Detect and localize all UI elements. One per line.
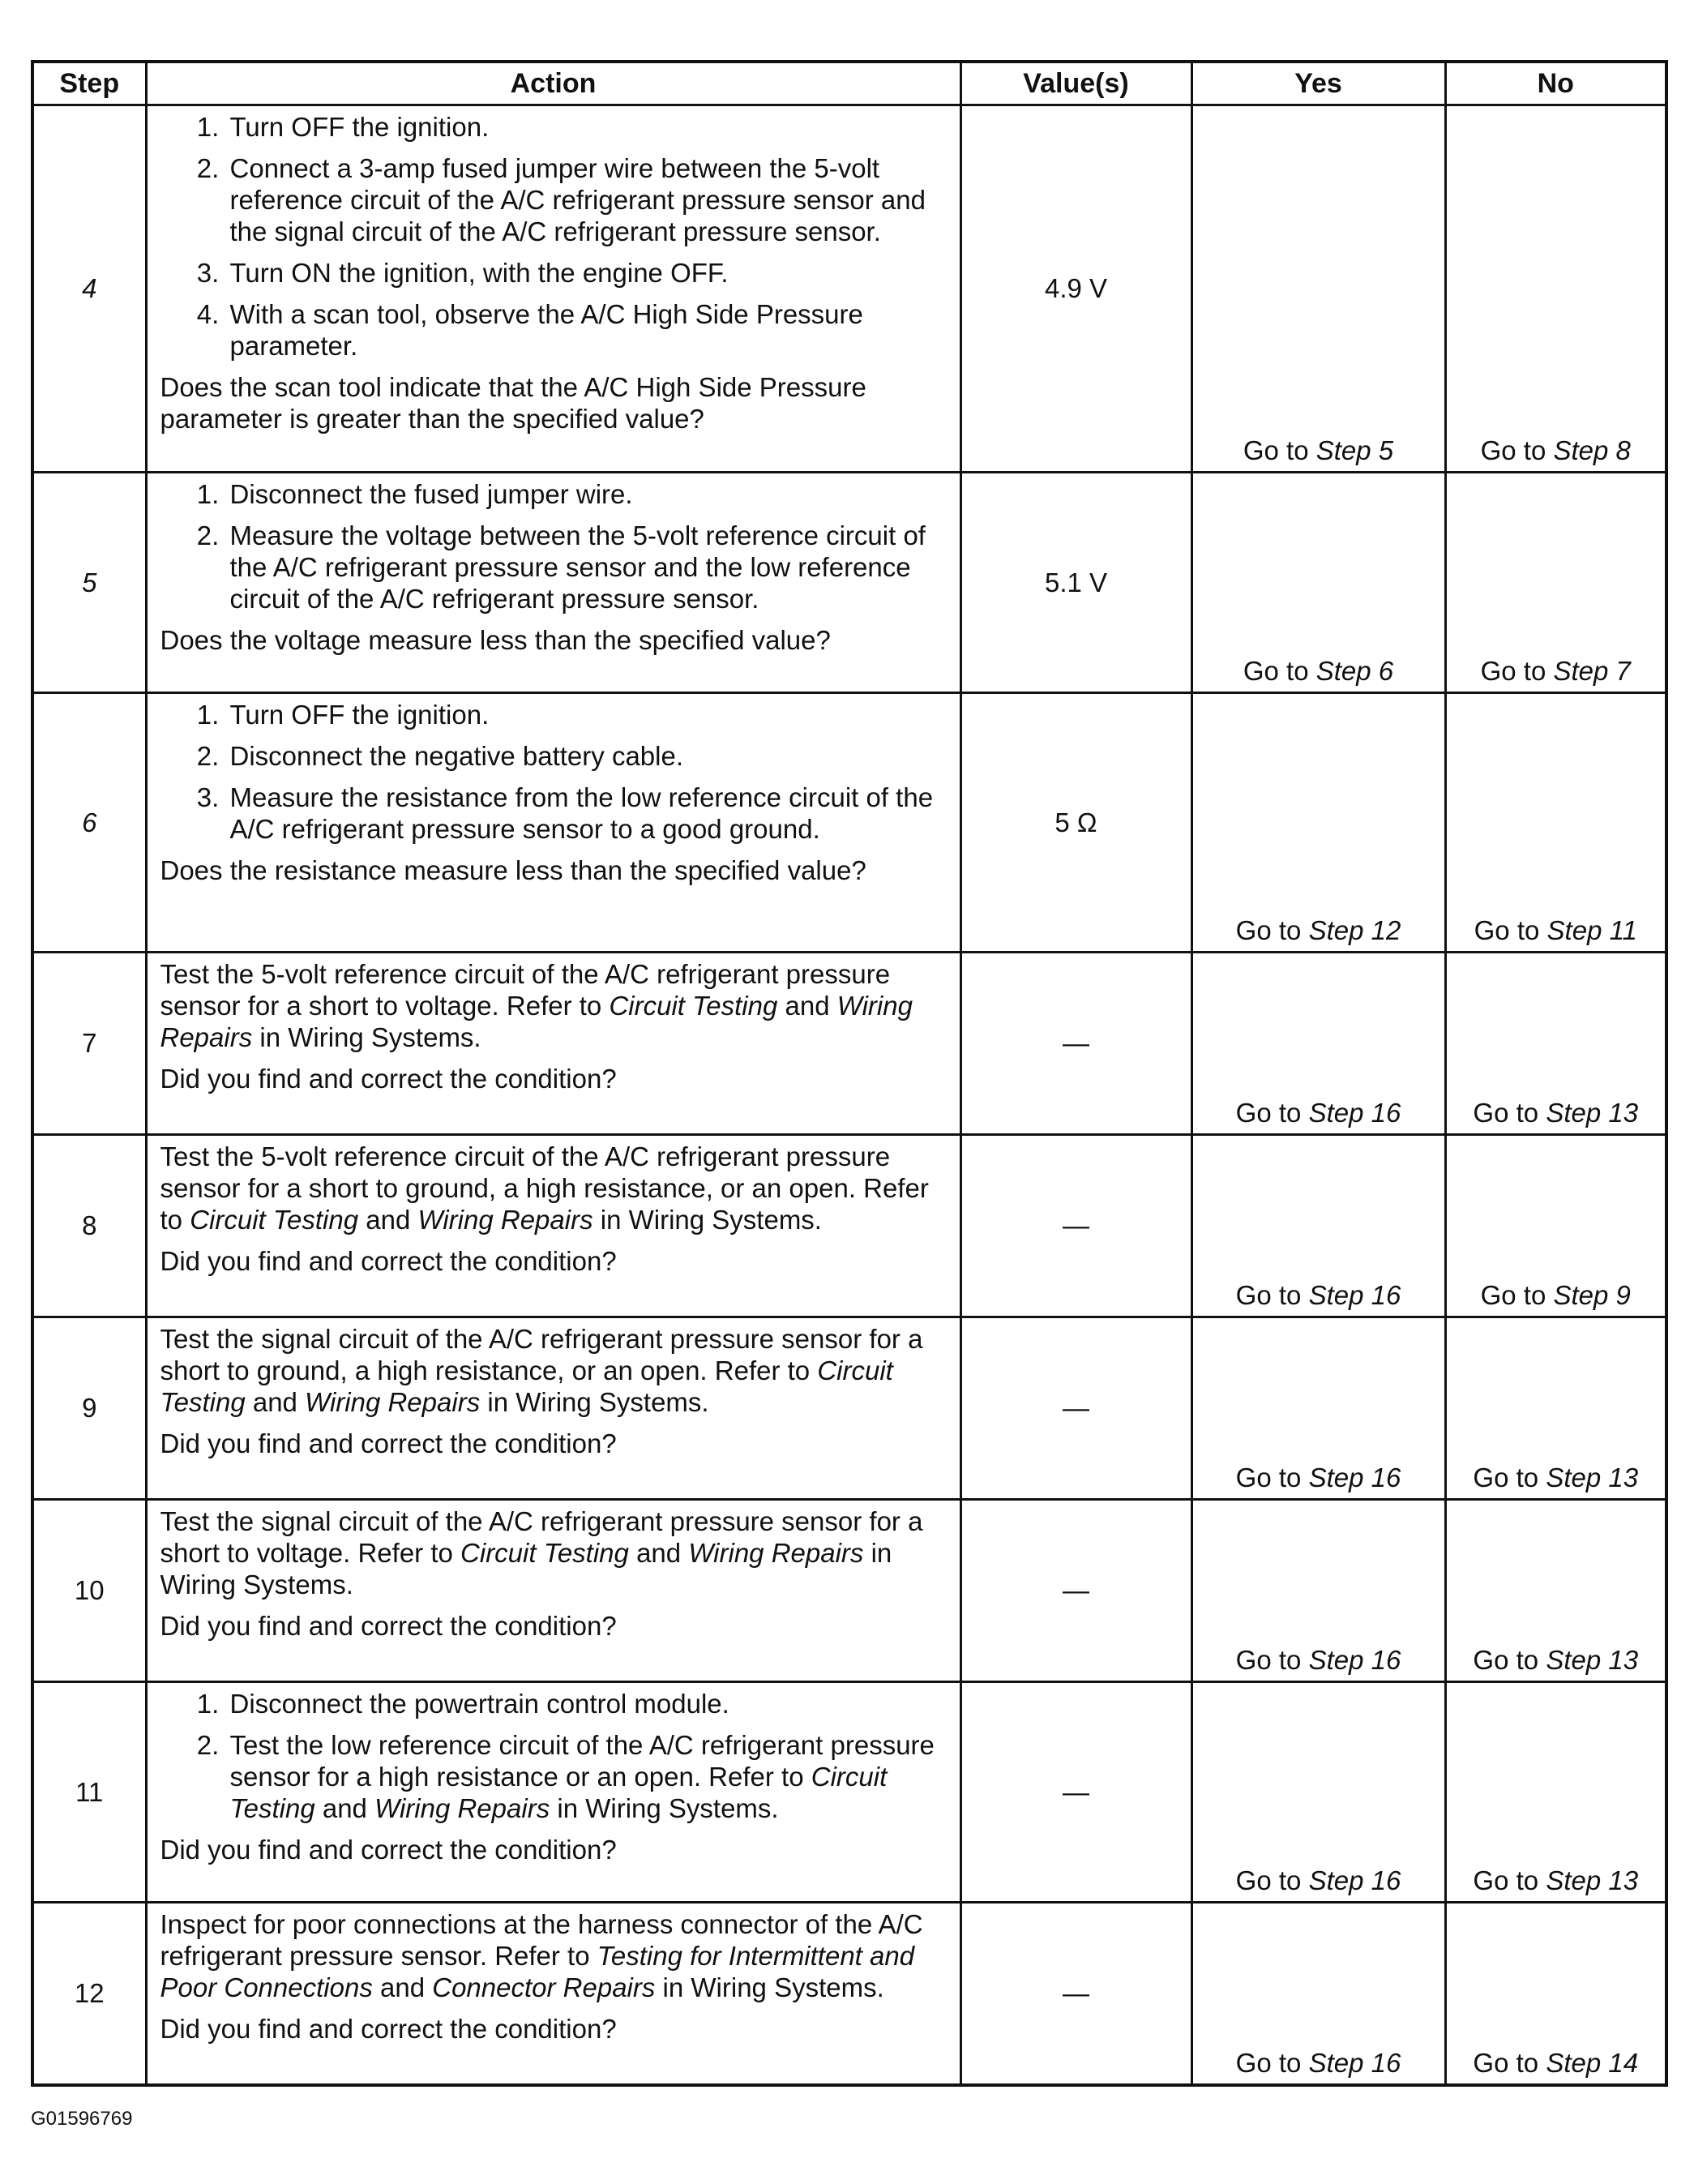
action-cell — [146, 105, 960, 473]
no-cell — [1445, 1903, 1666, 2085]
action-steps-list — [160, 111, 948, 362]
goto-prefix: Go to — [1473, 1098, 1539, 1128]
action-step: 3. Turn ON the ignition, with the engine OFF. — [227, 257, 948, 289]
no-cell — [1445, 1135, 1666, 1317]
action-question: Does the voltage measure less than the specified value? — [160, 625, 831, 655]
goto-step-link[interactable]: Step 8 — [1553, 435, 1631, 465]
action-question: Does the scan tool indicate that the A/C High Side Pressure parameter is greater than the specified value? — [160, 372, 866, 434]
ref-wiring-repairs[interactable]: Wiring Repairs — [305, 1387, 481, 1417]
step-number: 4 — [32, 105, 146, 473]
action-step: 2. Connect a 3-amp fused jumper wire between the 5-volt reference circuit of the A/C refrigerant pressure sensor and the signal circuit of the A/C refrigerant pressure sensor. — [227, 152, 948, 247]
goto-prefix: Go to — [1243, 435, 1309, 465]
action-steps-list — [160, 478, 948, 615]
ref-wiring-repairs[interactable]: Wiring Repairs — [374, 1793, 550, 1823]
ref-circuit-testing[interactable]: Circuit Testing — [609, 991, 778, 1021]
action-step: 3. Measure the resistance from the low reference circuit of the A/C refrigerant pressure sensor to a good ground. — [227, 782, 948, 845]
ref-circuit-testing[interactable]: Circuit Testing — [190, 1205, 359, 1235]
action-cell — [146, 953, 960, 1135]
goto-prefix: Go to — [1235, 1098, 1302, 1128]
yes-cell — [1191, 953, 1445, 1135]
action-step: 2. Disconnect the negative battery cable. — [227, 740, 948, 772]
action-step: 1. Disconnect the powertrain control module. — [227, 1688, 948, 1719]
header-step: Step — [32, 62, 146, 105]
ref-wiring-repairs[interactable]: Wiring Repairs — [417, 1205, 593, 1235]
goto-step-link[interactable]: Step 11 — [1546, 915, 1637, 945]
step-number: 12 — [32, 1903, 146, 2085]
goto-prefix: Go to — [1243, 656, 1309, 686]
step-number: 11 — [32, 1682, 146, 1903]
header-yes: Yes — [1191, 62, 1445, 105]
table-row-step-11 — [32, 1682, 1666, 1903]
goto-prefix: Go to — [1474, 915, 1540, 945]
step-number: 10 — [32, 1500, 146, 1682]
action-question: Did you find and correct the condition? — [160, 1064, 617, 1094]
goto-prefix: Go to — [1235, 1280, 1302, 1310]
action-step: 1. Turn OFF the ignition. — [227, 111, 948, 143]
goto-step-link[interactable]: Step 13 — [1546, 1462, 1639, 1492]
table-row-step-4 — [32, 105, 1666, 473]
header-values: Value(s) — [960, 62, 1191, 105]
action-cell — [146, 1903, 960, 2085]
value-cell: — — [960, 1317, 1191, 1500]
action-step: 4. With a scan tool, observe the A/C High Side Pressure parameter. — [227, 298, 948, 362]
step-number: 6 — [32, 693, 146, 953]
goto-step-link[interactable]: Step 7 — [1553, 656, 1631, 686]
action-question: Does the resistance measure less than the specified value? — [160, 855, 866, 885]
ref-circuit-testing[interactable]: Circuit Testing — [229, 1762, 888, 1823]
table-row-step-5 — [32, 473, 1666, 693]
action-text: Inspect for poor connections at the harness connector of the A/C refrigerant pressure sensor. Refer to Testing for Intermittent and Poor Connections and Connector Repairs in Wiring Systems. — [160, 1909, 923, 2002]
action-step: 1. Disconnect the fused jumper wire. — [227, 478, 948, 510]
action-text: Test the 5-volt reference circuit of the A/C refrigerant pressure sensor for a short to ground, a high resistance, or an open. Refer to Circuit Testing and Wiring Repairs in Wiring Systems. — [160, 1141, 929, 1235]
goto-step-link[interactable]: Step 13 — [1546, 1098, 1639, 1128]
goto-prefix: Go to — [1473, 2047, 1539, 2078]
goto-prefix: Go to — [1235, 1462, 1302, 1492]
action-question: Did you find and correct the condition? — [160, 2014, 617, 2044]
table-row-step-8 — [32, 1135, 1666, 1317]
goto-step-link[interactable]: Step 12 — [1308, 915, 1401, 945]
action-cell — [146, 1500, 960, 1682]
goto-prefix: Go to — [1235, 915, 1302, 945]
action-step: 2. Test the low reference circuit of the A/C refrigerant pressure sensor for a high resistance or an open. Refer to Circuit Testing and Wiring Repairs in Wiring Systems. — [227, 1729, 948, 1824]
no-cell — [1445, 1317, 1666, 1500]
step-number: 5 — [32, 473, 146, 693]
yes-cell — [1191, 1500, 1445, 1682]
no-cell — [1445, 1682, 1666, 1903]
no-cell — [1445, 693, 1666, 953]
value-cell: 5.1 V — [960, 473, 1191, 693]
action-question: Did you find and correct the condition? — [160, 1246, 617, 1276]
goto-prefix: Go to — [1473, 1865, 1539, 1895]
goto-prefix: Go to — [1235, 1645, 1302, 1675]
table-header-row — [32, 62, 1666, 105]
no-cell — [1445, 1500, 1666, 1682]
yes-cell — [1191, 1317, 1445, 1500]
value-cell: — — [960, 1682, 1191, 1903]
value-cell: 5 Ω — [960, 693, 1191, 953]
goto-prefix: Go to — [1480, 1280, 1546, 1310]
value-cell: — — [960, 1500, 1191, 1682]
goto-prefix: Go to — [1480, 656, 1546, 686]
action-cell — [146, 1135, 960, 1317]
goto-step-link[interactable]: Step 9 — [1553, 1280, 1631, 1310]
no-cell — [1445, 473, 1666, 693]
step-number: 7 — [32, 953, 146, 1135]
action-text: Test the signal circuit of the A/C refrigerant pressure sensor for a short to ground, a high resistance, or an open. Refer to Circuit Testing and Wiring Repairs in Wiring Systems. — [160, 1324, 923, 1417]
goto-step-link[interactable]: Step 16 — [1308, 2047, 1401, 2078]
no-cell — [1445, 953, 1666, 1135]
goto-step-link[interactable]: Step 14 — [1546, 2047, 1639, 2078]
action-steps-list — [160, 699, 948, 845]
action-step: 1. Turn OFF the ignition. — [227, 699, 948, 730]
goto-prefix: Go to — [1235, 1865, 1302, 1895]
action-cell — [146, 473, 960, 693]
value-cell: 4.9 V — [960, 105, 1191, 473]
action-question: Did you find and correct the condition? — [160, 1835, 617, 1865]
table-row-step-12 — [32, 1903, 1666, 2085]
goto-step-link[interactable]: Step 16 — [1308, 1645, 1401, 1675]
ref-circuit-testing[interactable]: Circuit Testing — [460, 1538, 629, 1568]
goto-step-link[interactable]: Step 5 — [1315, 435, 1394, 465]
goto-step-link[interactable]: Step 6 — [1315, 656, 1394, 686]
action-text: Test the 5-volt reference circuit of the A/C refrigerant pressure sensor for a short to voltage. Refer to Circuit Testing and Wiring Repairs in Wiring Systems. — [160, 959, 913, 1052]
no-cell — [1445, 105, 1666, 473]
action-text: Test the signal circuit of the A/C refrigerant pressure sensor for a short to voltage. Refer to Circuit Testing and Wiring Repairs in Wiring Systems. — [160, 1506, 923, 1599]
goto-prefix: Go to — [1473, 1462, 1539, 1492]
action-question: Did you find and correct the condition? — [160, 1428, 617, 1458]
yes-cell — [1191, 1903, 1445, 2085]
action-steps-list — [160, 1688, 948, 1824]
yes-cell — [1191, 105, 1445, 473]
action-step: 2. Measure the voltage between the 5-volt reference circuit of the A/C refrigerant pressure sensor and the low reference circuit of the A/C refrigerant pressure sensor. — [227, 520, 948, 615]
goto-step-link[interactable]: Step 13 — [1546, 1865, 1639, 1895]
value-cell: — — [960, 953, 1191, 1135]
ref-connector-repairs[interactable]: Connector Repairs — [432, 1972, 656, 2002]
table-row-step-7 — [32, 953, 1666, 1135]
goto-prefix: Go to — [1235, 2047, 1302, 2078]
goto-prefix: Go to — [1480, 435, 1546, 465]
action-cell — [146, 1682, 960, 1903]
yes-cell — [1191, 1135, 1445, 1317]
table-row-step-9 — [32, 1317, 1666, 1500]
step-number: 8 — [32, 1135, 146, 1317]
ref-wiring-repairs[interactable]: Wiring Repairs — [160, 991, 913, 1052]
action-cell — [146, 1317, 960, 1500]
action-question: Did you find and correct the condition? — [160, 1611, 617, 1641]
diagnostic-table-sheet — [31, 60, 1665, 2087]
step-number: 9 — [32, 1317, 146, 1500]
goto-step-link[interactable]: Step 13 — [1546, 1645, 1639, 1675]
value-cell: — — [960, 1135, 1191, 1317]
value-cell: — — [960, 1903, 1191, 2085]
ref-wiring-repairs[interactable]: Wiring Repairs — [688, 1538, 864, 1568]
header-no: No — [1445, 62, 1666, 105]
figure-id: G01596769 — [31, 2108, 133, 2130]
ref-circuit-testing[interactable]: Circuit Testing — [160, 1355, 893, 1417]
diagnostic-table — [31, 60, 1668, 2087]
goto-step-link[interactable]: Step 16 — [1308, 1280, 1401, 1310]
goto-step-link[interactable]: Step 16 — [1308, 1098, 1401, 1128]
goto-prefix: Go to — [1473, 1645, 1539, 1675]
goto-step-link[interactable]: Step 16 — [1308, 1462, 1401, 1492]
yes-cell — [1191, 693, 1445, 953]
table-row-step-10 — [32, 1500, 1666, 1682]
header-action: Action — [146, 62, 960, 105]
table-row-step-6 — [32, 693, 1666, 953]
goto-step-link[interactable]: Step 16 — [1308, 1865, 1401, 1895]
yes-cell — [1191, 1682, 1445, 1903]
yes-cell — [1191, 473, 1445, 693]
action-cell — [146, 693, 960, 953]
ref-testing-for-intermittent[interactable]: Testing for Intermittent and Poor Connections — [160, 1941, 915, 2002]
